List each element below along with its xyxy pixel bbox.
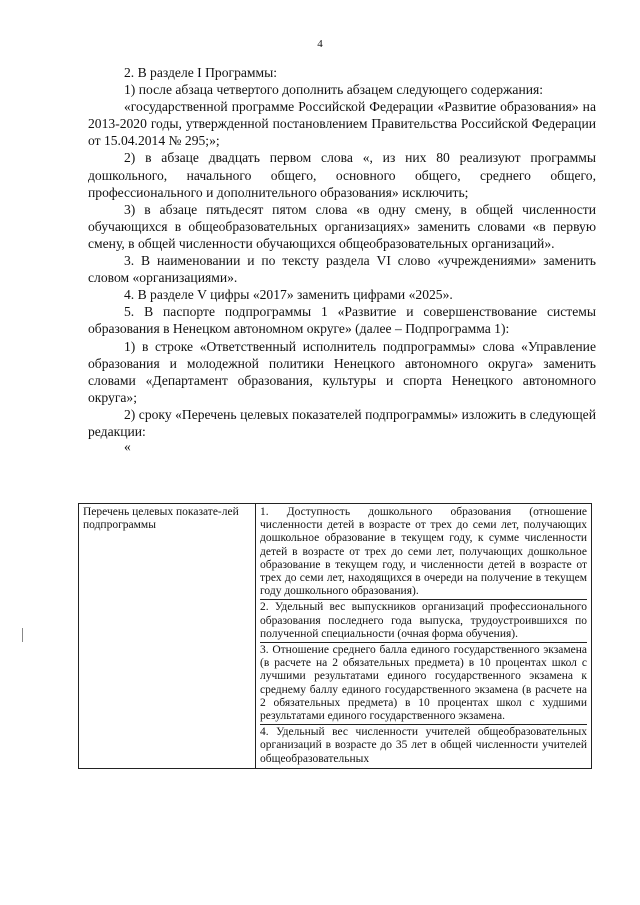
paragraph-section-1: 2. В разделе I Программы: <box>124 65 278 80</box>
table-row <box>79 504 592 769</box>
paragraph-section-5-item-1: 1) в строке «Ответственный исполнитель подпрограммы» слова «Управление образования и молодежной политики Ненецкого автономного округа» заменить словами «Департамент образования, культуры и спорта Ненецкого автономного округа»; <box>88 338 596 405</box>
paragraph-section-5: 5. В паспорте подпрограммы 1 «Развитие и совершенствование системы образования в Ненецком автономном округе» (далее – Подпрограмма 1): <box>88 304 596 337</box>
indicator-item-1: 1. Доступность дошкольного образования (отношение численности детей в возрасте от трех до семи лет, получающих дошкольное образование в текущем году, к сумме численности детей в возрасте от трех до семи лет, получающих дошкольное образование в текущем году, и численности детей в возрасте от трех до семи лет, находящихся в очереди на получение в текущем году дошкольного образования). <box>260 506 587 598</box>
scan-margin-mark <box>22 628 23 642</box>
paragraph-item-3: 3) в абзаце пятьдесят пятом слова «в одну смену, в общей численности обучающихся в общеобразовательных организациях» заменить словами «в первую смену, в общей численности обучающихся общеобразовательных организаций». <box>88 201 596 251</box>
paragraph-section-3: 3. В наименовании и по тексту раздела VI слово «учреждениями» заменить словом «организациями». <box>88 253 596 286</box>
paragraph-item-2: 2) в абзаце двадцать первом слова «, из них 80 реализуют программы дошкольного, начального общего, основного общего, среднего общего, профессионального и дополнительного образования» исключить; <box>88 150 596 200</box>
target-indicators-table <box>78 503 592 769</box>
page-number: 4 <box>317 38 323 50</box>
indicator-item-4: 4. Удельный вес численности учителей общеобразовательных организаций в возрасте до 35 лет в общей численности учителей общеобразовательных <box>260 726 587 765</box>
paragraph-section-4: 4. В разделе V цифры «2017» заменить цифрами «2025». <box>124 287 453 303</box>
table-label-cell: Перечень целевых показате-лей подпрограммы <box>79 504 256 769</box>
indicator-item-2: 2. Удельный вес выпускников организаций профессионального образования последнего года выпуска, трудоустроившихся по полученной специальности (очная форма обучения). <box>260 601 587 640</box>
indicator-item-3: 3. Отношение среднего балла единого государственного экзамена (в расчете на 2 обязательных предмета) в 10 процентах школ с лучшими результатами единого государственного экзамена к среднему баллу единого государственного экзамена (в расчете на 2 обязательных предмета) в 10 процентах школ с худшими результатами единого государственного экзамена. <box>260 644 587 723</box>
quote-open-mark: « <box>124 439 131 455</box>
paragraph-item-1: 1) после абзаца четвертого дополнить абзацем следующего содержания: <box>124 82 544 98</box>
paragraph-quote-program: «государственной программе Российской Федерации «Развитие образования» на 2013-2020 годы, утвержденной постановлением Правительства Российской Федерации от 15.04.2014 № 295;»; <box>88 99 596 149</box>
document-body <box>88 64 596 454</box>
paragraph-section-5-item-2: 2) сроку «Перечень целевых показателей подпрограммы» изложить в следующей редакции: <box>88 406 596 439</box>
table-items-cell <box>256 504 592 769</box>
